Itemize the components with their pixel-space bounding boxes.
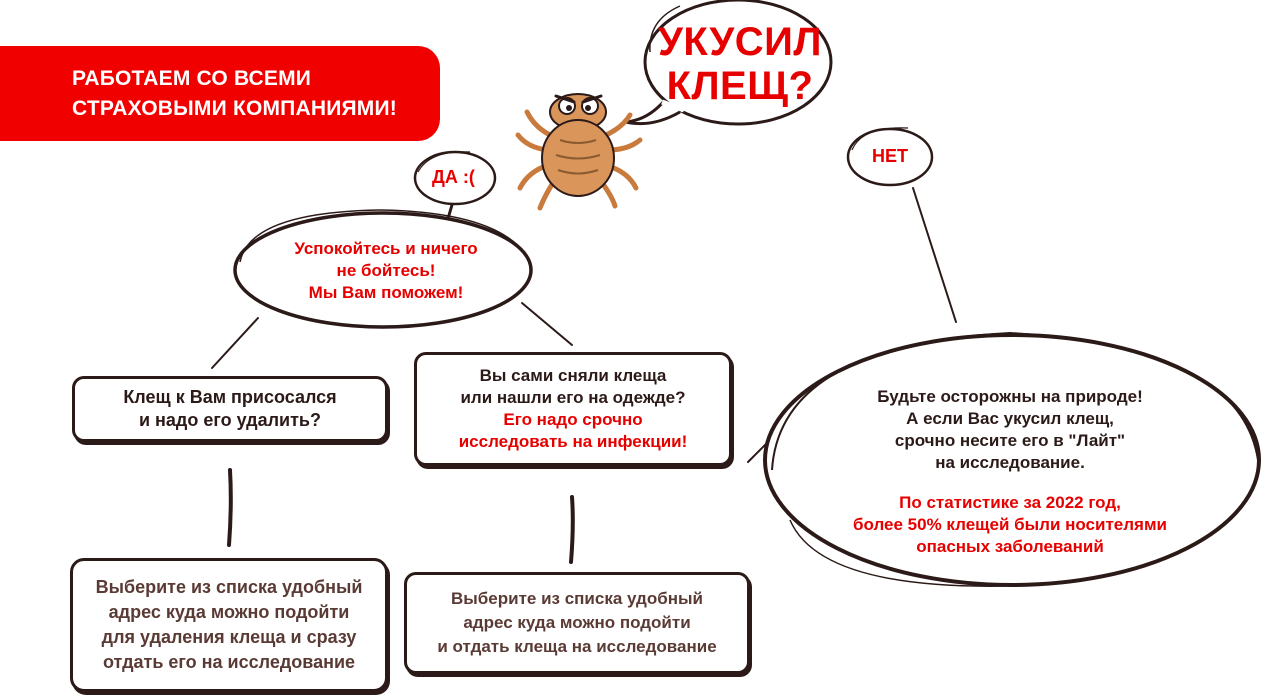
removal-address-box[interactable] <box>70 558 388 692</box>
banner-line-2: СТРАХОВЫМИ КОМПАНИЯМИ! <box>72 96 397 120</box>
tag-no: НЕТ <box>872 146 908 166</box>
connector-removed-to-address <box>571 497 573 562</box>
testing-address-line-3: и отдать клеща на исследование <box>437 637 717 656</box>
connector-attached-to-address <box>229 470 231 545</box>
insurance-banner <box>0 46 440 141</box>
testing-address-box[interactable] <box>404 572 750 674</box>
removal-address-line-2: адрес куда можно подойти <box>108 602 350 622</box>
removal-address-line-1: Выберите из списка удобный <box>95 577 363 597</box>
caution-line-1: Будьте осторожны на природе! <box>877 387 1143 406</box>
attached-line-1: Клещ к Вам присосался <box>123 387 337 407</box>
removed-alert-line-1: Его надо срочно <box>503 410 643 429</box>
calm-line-1: Успокойтесь и ничего <box>294 239 478 258</box>
caution-line-4: на исследование. <box>935 453 1085 472</box>
calm-line-2: не бойтесь! <box>336 261 436 280</box>
testing-address-line-1: Выберите из списка удобный <box>451 589 703 608</box>
caution-message <box>800 382 1220 562</box>
removed-alert-line-2: исследовать на инфекции! <box>458 432 688 451</box>
stat-line-3: опасных заболеваний <box>916 537 1104 556</box>
tick-removed-box <box>414 352 732 466</box>
speech-bubble-text <box>655 20 825 108</box>
tick-attached-box <box>72 376 388 442</box>
banner-line-1: РАБОТАЕМ СО ВСЕМИ <box>72 66 312 90</box>
caution-line-2: А если Вас укусил клещ, <box>906 409 1114 428</box>
speech-line-1: УКУСИЛ <box>658 20 822 64</box>
connector-calm-to-attached <box>212 318 258 368</box>
removed-line-2: или нашли его на одежде? <box>460 388 686 407</box>
removal-address-line-3: для удаления клеща и сразу <box>101 627 357 647</box>
calm-line-3: Мы Вам поможем! <box>308 283 464 302</box>
tick-illustration <box>518 94 640 208</box>
connector-no-to-caution <box>913 188 956 322</box>
removed-line-1: Вы сами сняли клеща <box>479 366 667 385</box>
tag-yes: ДА :( <box>432 167 475 187</box>
removal-address-line-4: отдать его на исследование <box>102 652 356 672</box>
attached-line-2: и надо его удалить? <box>138 410 321 430</box>
stat-line-2: более 50% клещей были носителями <box>853 515 1167 534</box>
speech-line-2: КЛЕЩ? <box>666 64 814 108</box>
testing-address-line-2: адрес куда можно подойти <box>463 613 691 632</box>
caution-line-3: срочно несите его в "Лайт" <box>894 431 1126 450</box>
connector-calm-to-removed <box>522 303 572 345</box>
stat-line-1: По статистике за 2022 год, <box>899 493 1121 512</box>
calm-message <box>256 238 516 304</box>
